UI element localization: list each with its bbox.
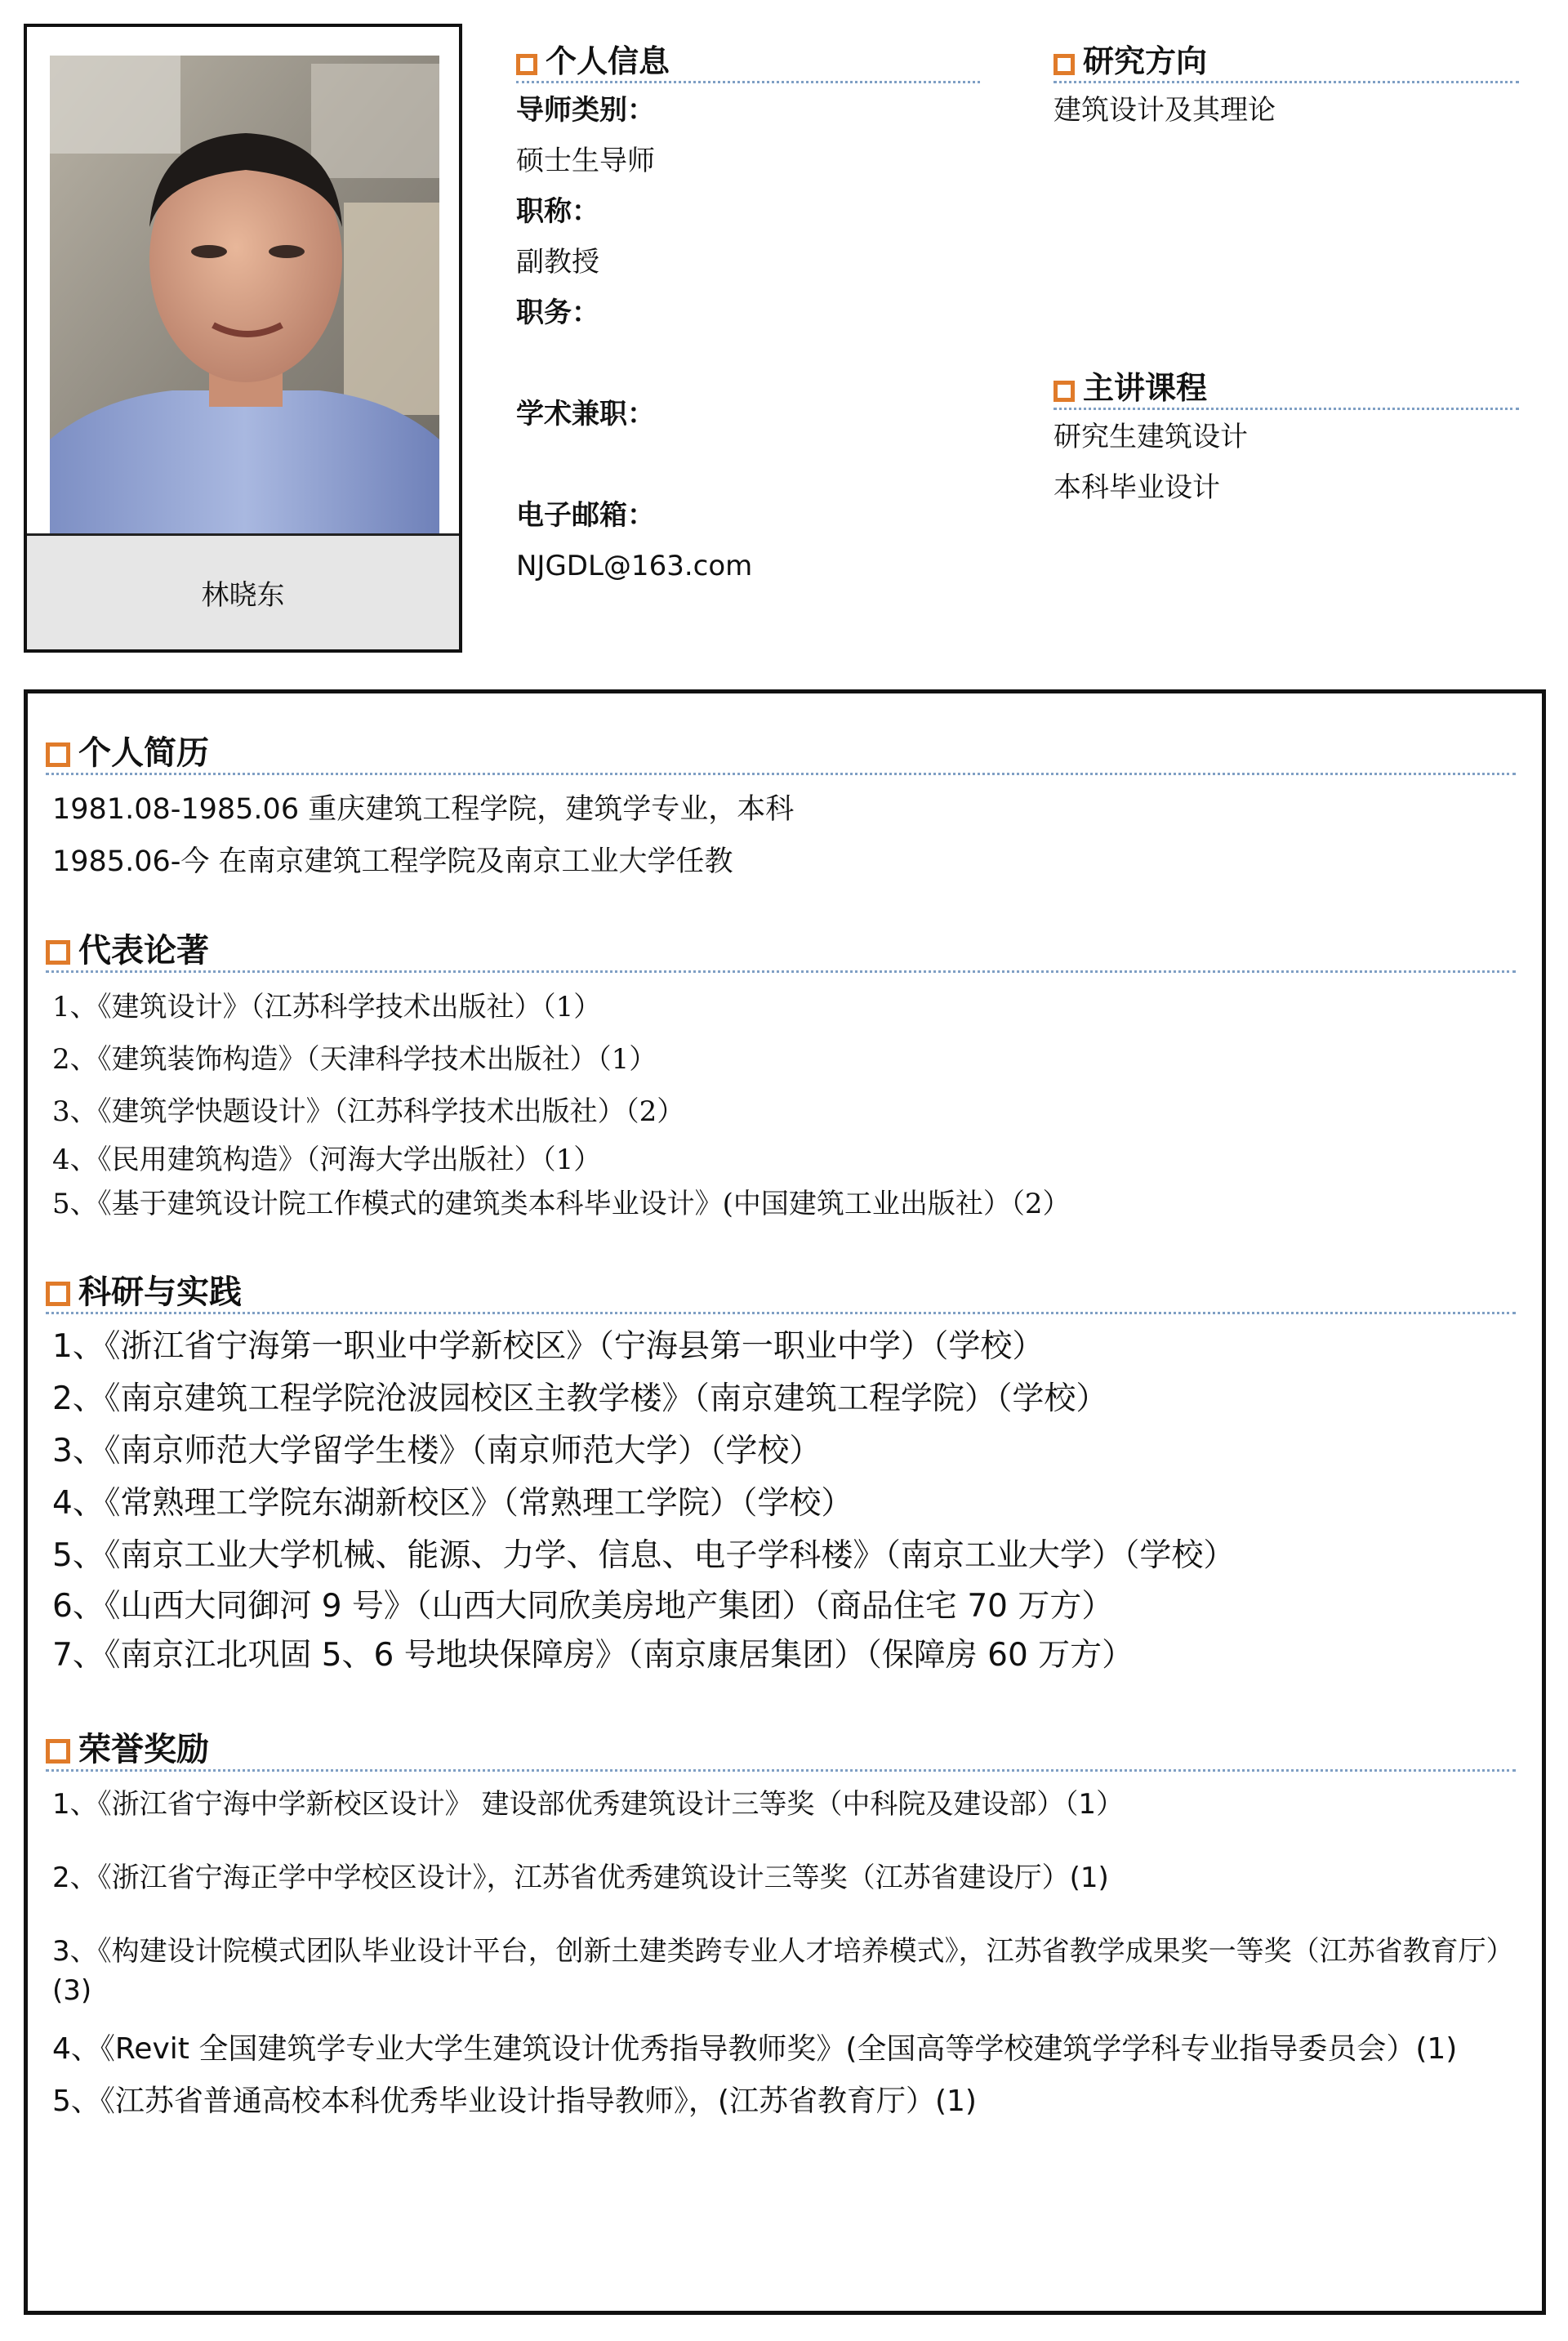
publication-item: 3、《建筑学快题设计》（江苏科学技术出版社）（2） bbox=[52, 1095, 685, 1128]
section-marker-icon bbox=[46, 1739, 70, 1764]
project-item: 6、《山西大同御河 9 号》（山西大同欣美房地产集团）（商品住宅 70 万方） bbox=[52, 1588, 1114, 1625]
rank-label: 职称： bbox=[516, 195, 599, 228]
project-item: 4、《常熟理工学院东湖新校区》（常熟理工学院）（学校） bbox=[52, 1485, 853, 1522]
dotted-divider bbox=[516, 81, 980, 83]
research-practice-title: 科研与实践 bbox=[78, 1273, 242, 1311]
dotted-divider bbox=[1054, 408, 1519, 410]
resume-header bbox=[46, 734, 1516, 772]
honor-item: 5、《江苏省普通高校本科优秀毕业设计指导教师》，(江苏省教育厅）(1) bbox=[52, 2085, 977, 2118]
personal-info-section bbox=[516, 42, 980, 591]
project-item: 7、《南京江北巩固 5、6 号地块保障房》（南京康居集团）（保障房 60 万方） bbox=[52, 1637, 1134, 1674]
courses-section bbox=[1054, 369, 1519, 513]
section-marker-icon bbox=[516, 54, 537, 75]
publications-header bbox=[46, 932, 1516, 970]
section-marker-icon bbox=[46, 1282, 70, 1306]
course-item: 本科毕业设计 bbox=[1054, 471, 1220, 504]
profile-name: 林晓东 bbox=[27, 533, 459, 649]
position-value bbox=[516, 338, 980, 389]
personal-info-title: 个人信息 bbox=[546, 43, 670, 79]
publications-section bbox=[46, 932, 1516, 1226]
dotted-divider bbox=[46, 773, 1516, 775]
section-marker-icon bbox=[46, 742, 70, 767]
project-item: 3、《南京师范大学留学生楼》（南京师范大学）（学校） bbox=[52, 1433, 822, 1469]
resume-section bbox=[46, 734, 1516, 888]
project-item: 2、《南京建筑工程学院沧波园校区主教学楼》（南京建筑工程学院）（学校） bbox=[52, 1380, 1108, 1417]
courses-header bbox=[1054, 369, 1519, 407]
honor-item: 4、《Revit 全国建筑学专业大学生建筑设计优秀指导教师奖》(全国高等学校建筑学学科专业指导委员会）(1) bbox=[52, 2032, 1458, 2066]
research-title: 研究方向 bbox=[1083, 43, 1208, 79]
publication-item: 2、《建筑装饰构造》（天津科学技术出版社）（1） bbox=[52, 1043, 657, 1076]
dotted-divider bbox=[46, 1769, 1516, 1772]
resume-title: 个人简历 bbox=[78, 734, 209, 772]
project-item: 1、《浙江省宁海第一职业中学新校区》（宁海县第一职业中学）（学校） bbox=[52, 1328, 1045, 1365]
dotted-divider bbox=[1054, 81, 1519, 83]
research-section bbox=[1054, 42, 1519, 136]
email-value[interactable]: NJGDL@163.com bbox=[516, 550, 753, 582]
research-item: 建筑设计及其理论 bbox=[1054, 94, 1276, 127]
honors-header bbox=[46, 1731, 1516, 1768]
advisor-type-label: 导师类别： bbox=[516, 94, 655, 127]
publication-item: 1、《建筑设计》（江苏科学技术出版社）（1） bbox=[52, 991, 602, 1023]
section-marker-icon bbox=[1054, 381, 1075, 402]
section-marker-icon bbox=[46, 940, 70, 965]
profile-photo bbox=[50, 56, 439, 534]
honor-item: 1、《浙江省宁海中学新校区设计》 建设部优秀建筑设计三等奖（中科院及建设部）（1） bbox=[52, 1788, 1125, 1821]
dotted-divider bbox=[46, 970, 1516, 973]
courses-title: 主讲课程 bbox=[1083, 370, 1208, 406]
resume-item: 1981.08-1985.06 重庆建筑工程学院，建筑学专业，本科 bbox=[52, 793, 795, 826]
advisor-type-value: 硕士生导师 bbox=[516, 145, 655, 177]
academic-value bbox=[516, 439, 980, 490]
research-header bbox=[1054, 42, 1519, 80]
research-practice-section bbox=[46, 1273, 1516, 1680]
honor-item: 3、《构建设计院模式团队毕业设计平台，创新土建类跨专业人才培养模式》，江苏省教学成果奖一等奖（江苏省教育厅）(3) bbox=[52, 1935, 1514, 2007]
personal-info-header bbox=[516, 42, 980, 80]
publication-item: 4、《民用建筑构造》（河海大学出版社）（1） bbox=[52, 1144, 602, 1176]
honors-title: 荣誉奖励 bbox=[78, 1731, 209, 1768]
honor-item: 2、《浙江省宁海正学中学校区设计》，江苏省优秀建筑设计三等奖（江苏省建设厅）(1) bbox=[52, 1862, 1109, 1894]
profile-card bbox=[24, 24, 462, 653]
research-practice-header bbox=[46, 1273, 1516, 1311]
section-marker-icon bbox=[1054, 54, 1075, 75]
position-label: 职务： bbox=[516, 297, 599, 329]
resume-item: 1985.06-今 在南京建筑工程学院及南京工业大学任教 bbox=[52, 845, 733, 878]
publications-title: 代表论著 bbox=[78, 932, 209, 970]
course-item: 研究生建筑设计 bbox=[1054, 421, 1248, 453]
email-label: 电子邮箱： bbox=[516, 499, 655, 532]
details-frame bbox=[24, 689, 1546, 2315]
project-item: 5、《南京工业大学机械、能源、力学、信息、电子学科楼》（南京工业大学）（学校） bbox=[52, 1537, 1236, 1574]
dotted-divider bbox=[46, 1312, 1516, 1314]
honors-section bbox=[46, 1731, 1516, 2128]
publication-item: 5、《基于建筑设计院工作模式的建筑类本科毕业设计》(中国建筑工业出版社）（2） bbox=[52, 1188, 1071, 1220]
rank-value: 副教授 bbox=[516, 246, 599, 279]
academic-label: 学术兼职： bbox=[516, 398, 655, 430]
